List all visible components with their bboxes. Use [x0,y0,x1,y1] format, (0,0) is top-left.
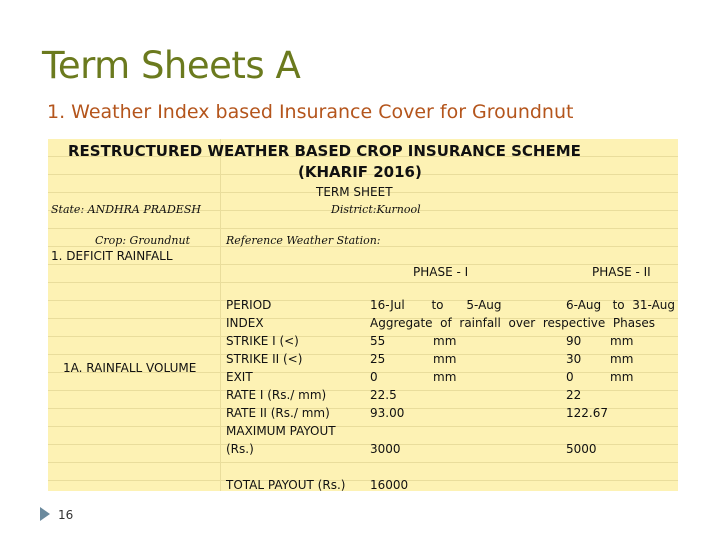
district-label: District:Kurnool [331,203,421,216]
index-description: Aggregate of rainfall over respective Phases [370,316,656,330]
phase1-exit-unit: mm [433,370,457,384]
reference-station-label: Reference Weather Station: [226,234,381,247]
page-number: 16 [58,508,74,522]
phase1-strike2: 25 [370,352,386,366]
section-deficit-rainfall: 1. DEFICIT RAINFALL [51,249,173,263]
row-label-rs: (Rs.) [226,442,254,456]
phase1-strike1-unit: mm [433,334,457,348]
phase1-rate1: 22.5 [370,388,397,402]
term-sheet-table [48,139,678,491]
phase2-strike2-unit: mm [610,352,634,366]
row-label-index: INDEX [226,316,264,330]
scheme-heading: RESTRUCTURED WEATHER BASED CROP INSURANCE SCHEME [68,142,581,160]
phase2-strike1: 90 [566,334,582,348]
phase1-strike2-unit: mm [433,352,457,366]
subsection-rainfall-volume: 1A. RAINFALL VOLUME [63,361,197,375]
row-label-rate1: RATE I (Rs./ mm) [226,388,327,402]
phase1-max-payout: 3000 [370,442,401,456]
row-label-strike2: STRIKE II (<) [226,352,303,366]
row-label-exit: EXIT [226,370,253,384]
phase2-header: PHASE - II [592,265,651,279]
state-label: State: ANDHRA PRADESH [51,203,201,216]
phase1-exit: 0 [370,370,378,384]
slide-title: Term Sheets A [42,44,301,87]
phase2-exit: 0 [566,370,574,384]
row-label-rate2: RATE II (Rs./ mm) [226,406,330,420]
row-label-period: PERIOD [226,298,272,312]
phase1-strike1: 55 [370,334,386,348]
total-payout-label: TOTAL PAYOUT (Rs.) [226,478,346,492]
scheme-season: (KHARIF 2016) [298,163,422,181]
phase2-rate1: 22 [566,388,582,402]
phase2-strike1-unit: mm [610,334,634,348]
phase2-strike2: 30 [566,352,582,366]
row-label-strike1: STRIKE I (<) [226,334,299,348]
crop-label: Crop: Groundnut [95,234,191,247]
phase2-period: 6-Aug to 31-Aug [566,298,676,312]
row-label-max-payout: MAXIMUM PAYOUT [226,424,336,438]
phase1-period: 16-Jul to 5-Aug [370,298,502,312]
phase2-exit-unit: mm [610,370,634,384]
term-sheet-label: TERM SHEET [316,185,393,199]
phase1-header: PHASE - I [413,265,469,279]
phase1-rate2: 93.00 [370,406,405,420]
slide-subtitle: 1. Weather Index based Insurance Cover for Groundnut [47,101,574,123]
total-payout-value: 16000 [370,478,409,492]
phase2-rate2: 122.67 [566,406,608,420]
bullet-icon [40,507,50,521]
phase2-max-payout: 5000 [566,442,597,456]
